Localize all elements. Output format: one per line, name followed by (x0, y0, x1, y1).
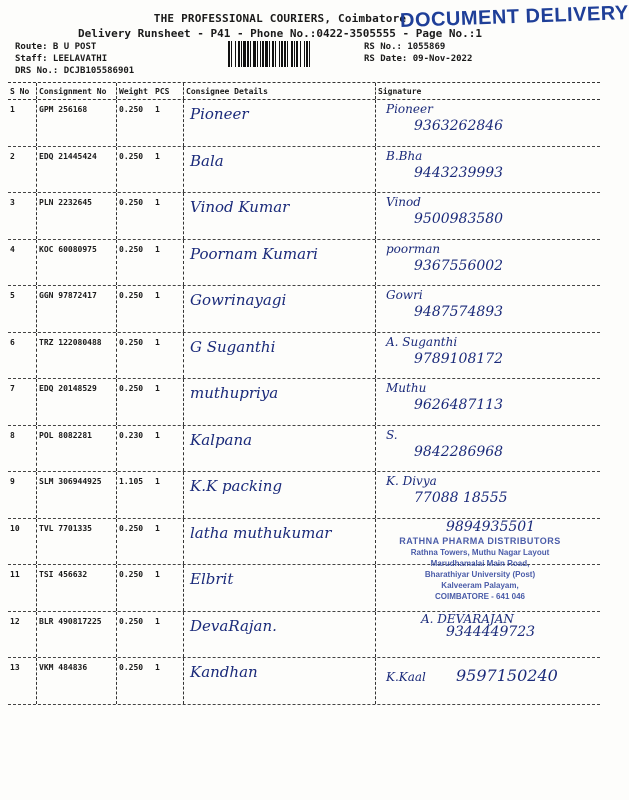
table-row (8, 240, 600, 287)
row-weight: 1.105 (116, 472, 151, 518)
row-pcs: 1 (155, 570, 160, 579)
row-sno: 7 (10, 384, 15, 393)
row-consignment: EDQ 21445424 (36, 147, 116, 193)
staff-label: Staff: LEELAVATHI (15, 54, 108, 64)
row-sno: 2 (10, 151, 15, 161)
row-pcs: 1 (155, 663, 160, 672)
row-signature (375, 333, 600, 379)
row-pcs: 1 (155, 384, 160, 393)
row-consignee: Kandhan (183, 658, 375, 704)
row-consignment: KOC 60080975 (36, 240, 116, 286)
row-consignment: TRZ 122080488 (36, 333, 116, 379)
signature-phone: 9894935501 (446, 518, 536, 535)
header-sno: S No (10, 86, 30, 96)
row-consignment: VKM 484836 (36, 658, 116, 704)
row-signature (375, 472, 600, 518)
signature-name: B.Bha (386, 148, 423, 163)
row-sno: 6 (10, 337, 15, 347)
row-weight: 0.250 (116, 658, 151, 704)
row-consignee: muthupriya (183, 379, 375, 425)
signature-name: S. (386, 427, 398, 442)
row-pcs: 1 (155, 244, 160, 254)
row-weight: 0.250 (116, 519, 151, 565)
row-consignee: Elbrit (183, 565, 375, 611)
row-pcs: 1 (155, 430, 160, 440)
row-consignee: Gowrinayagi (183, 286, 375, 332)
row-weight: 0.250 (116, 612, 151, 658)
row-sno: 11 (10, 570, 20, 579)
row-consignee: Pioneer (183, 100, 375, 146)
row-weight: 0.250 (116, 565, 151, 611)
row-consignment: EDQ 20148529 (36, 379, 116, 425)
rs-date: RS Date: 09-Nov-2022 (364, 54, 473, 64)
table-row (8, 286, 600, 333)
signature-name: Gowri (386, 288, 423, 302)
seal-address-line: Bharathiyar University (Post) (424, 570, 536, 579)
row-weight: 0.230 (116, 426, 151, 472)
signature-phone: 9363262846 (414, 118, 504, 134)
row-consignment: GPM 256168 (36, 100, 116, 146)
row-consignment: PLN 2232645 (36, 193, 116, 239)
row-consignee: K.K packing (183, 472, 375, 518)
row-pcs: 1 (155, 198, 160, 207)
row-signature (375, 193, 600, 239)
signature-name: Muthu (386, 381, 427, 395)
runsheet-subtitle: Delivery Runsheet - P41 - Phone No.:0422-3505555 - Page No.:1 (78, 27, 482, 40)
row-signature (375, 426, 600, 472)
row-consignment: TVL 7701335 (36, 519, 116, 565)
header-weight: Weight (116, 83, 151, 99)
signature-phone: 9842286968 (414, 443, 504, 460)
row-pcs: 1 (155, 337, 160, 347)
row-pcs: 1 (155, 105, 160, 114)
row-weight: 0.250 (116, 147, 151, 193)
row-pcs: 1 (155, 291, 160, 300)
row-consignee: Vinod Kumar (183, 193, 375, 239)
row-consignment: GGN 97872417 (36, 286, 116, 332)
signature-phone: 9443239993 (414, 164, 504, 181)
table-row (8, 472, 600, 519)
row-consignment: SLM 306944925 (36, 472, 116, 518)
table-row (8, 658, 600, 705)
signature-phone: 9500983580 (414, 211, 504, 227)
table-row (8, 147, 600, 194)
route-label: Route: B U POST (15, 42, 97, 52)
signature-name: K. Divya (386, 474, 437, 488)
table-row (8, 333, 600, 380)
signature-phone: 9487574893 (414, 304, 504, 320)
barcode (228, 41, 360, 67)
row-consignee: Poornam Kumari (183, 240, 375, 286)
row-pcs: 1 (155, 616, 160, 626)
signature-phone: 9344449723 (446, 623, 536, 640)
row-weight: 0.250 (116, 100, 151, 146)
table-row (8, 193, 600, 240)
signature-phone: 9597150240 (456, 666, 558, 685)
row-consignee: G Suganthi (183, 333, 375, 379)
row-signature (375, 379, 600, 425)
row-weight: 0.250 (116, 286, 151, 332)
signature-name: Pioneer (386, 102, 433, 116)
row-signature (375, 147, 600, 193)
row-sno: 3 (10, 198, 15, 207)
row-weight: 0.250 (116, 240, 151, 286)
row-consignee: latha muthukumar (183, 519, 375, 565)
company-seal (395, 536, 565, 648)
row-sno: 10 (10, 523, 20, 533)
row-weight: 0.250 (116, 333, 151, 379)
row-signature (375, 100, 600, 146)
row-weight: 0.250 (116, 379, 151, 425)
signature-name: Vinod (386, 195, 421, 209)
document-delivery-stamp: DOCUMENT DELIVERY (399, 2, 629, 32)
row-signature (375, 286, 600, 332)
row-pcs: 1 (155, 477, 160, 486)
signature-name: A. DEVARAJAN (421, 611, 514, 626)
header-pcs: PCS (155, 86, 170, 96)
seal-address-line: Rathna Towers, Muthu Nagar Layout (410, 548, 550, 557)
row-sno: 4 (10, 244, 15, 254)
row-sno: 1 (10, 105, 15, 114)
seal-address-line: Marudhamalai Main Road, (430, 559, 530, 568)
row-pcs: 1 (155, 151, 160, 161)
row-consignee: Bala (183, 147, 375, 193)
row-consignee: DevaRajan. (183, 612, 375, 658)
table-row (8, 379, 600, 426)
row-sno: 13 (10, 663, 20, 672)
seal-address-line: COIMBATORE - 641 046 (435, 592, 525, 601)
row-consignment: POL 8082281 (36, 426, 116, 472)
rs-number: RS No.: 1055869 (364, 42, 446, 52)
row-signature (375, 240, 600, 286)
runsheet-title: THE PROFESSIONAL COURIERS, Coimbatore (153, 12, 407, 25)
signature-name: A. Suganthi (386, 334, 458, 349)
row-consignment: TSI 456632 (36, 565, 116, 611)
header-consignee: Consignee Details (183, 83, 375, 99)
row-weight: 0.250 (116, 193, 151, 239)
signature-phone: 77088 18555 (414, 490, 508, 506)
row-sno: 5 (10, 291, 15, 300)
signature-phone: 9626487113 (414, 397, 504, 413)
signature-phone: 9367556002 (414, 257, 504, 274)
signature-phone: 9789108172 (414, 350, 504, 367)
header-consignment: Consignment No (36, 83, 116, 99)
seal-company-name: RATHNA PHARMA DISTRIBUTORS (399, 536, 561, 546)
row-consignment: BLR 490817225 (36, 612, 116, 658)
seal-address-line: Kalveeram Palayam, (441, 581, 519, 590)
row-signature (375, 658, 600, 704)
table-header (8, 82, 600, 100)
row-sno: 8 (10, 430, 15, 440)
row-consignee: Kalpana (183, 426, 375, 472)
table-row (8, 100, 600, 147)
table-row (8, 426, 600, 473)
row-sno: 12 (10, 616, 20, 626)
row-sno: 9 (10, 477, 15, 486)
drs-number: DRS No.: DCJB105586901 (15, 66, 135, 76)
signature-name: poorman (386, 241, 441, 256)
signature-name: K.Kaal (386, 670, 426, 684)
row-pcs: 1 (155, 523, 160, 533)
header-signature: Signature (375, 83, 600, 99)
